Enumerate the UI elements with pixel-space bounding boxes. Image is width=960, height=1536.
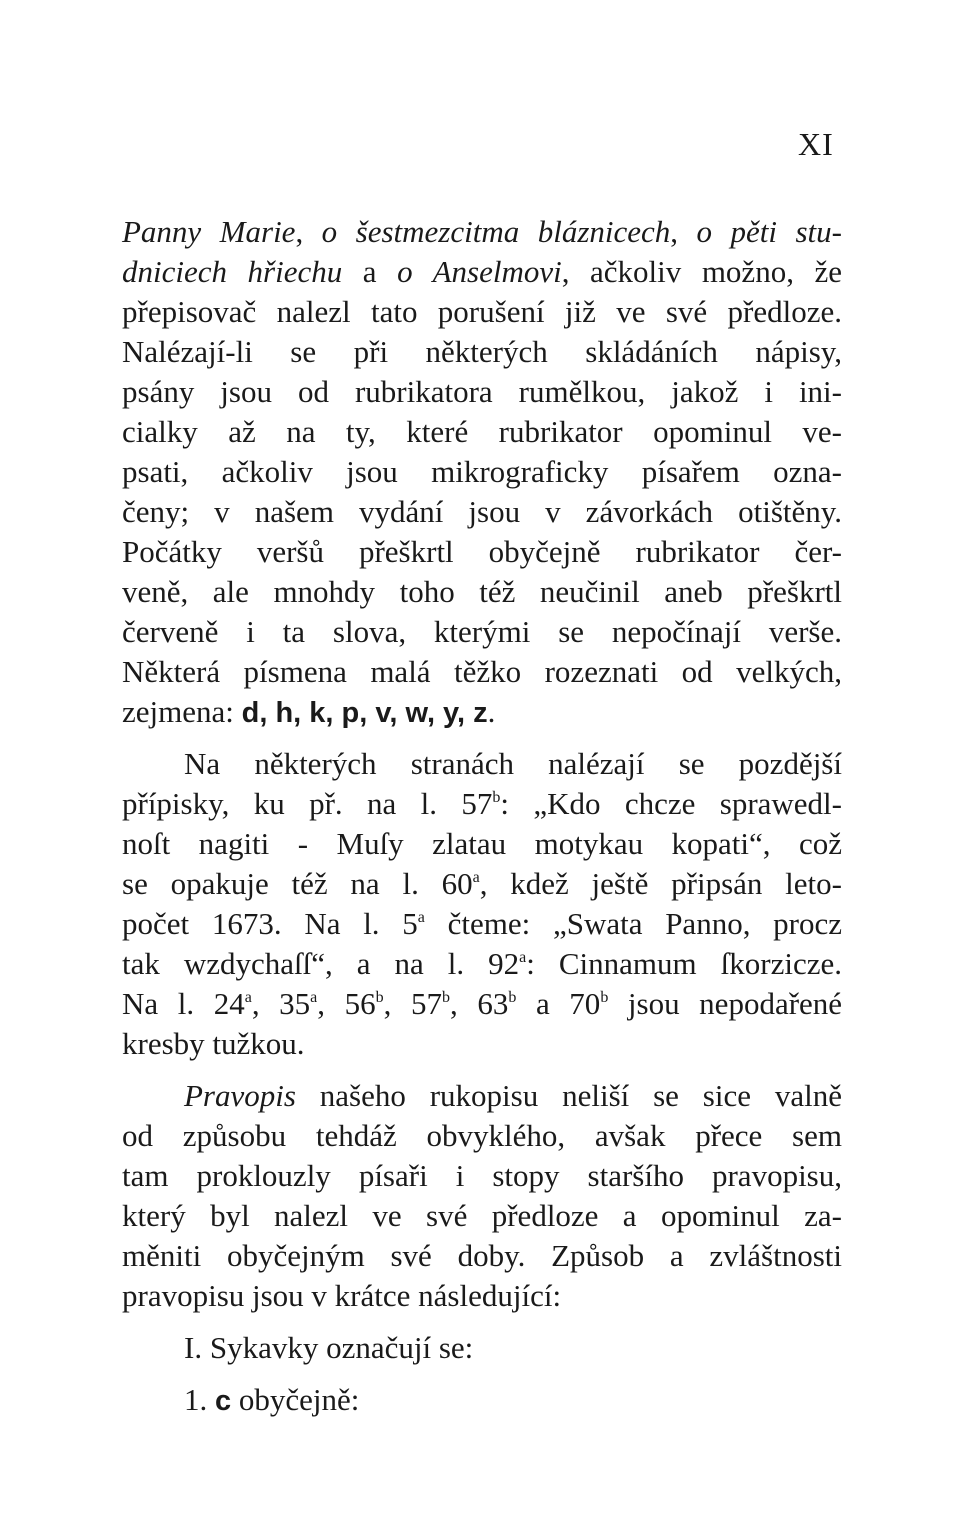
text-line: přípisky, ku př. na l. 57$^b$: „Kdo chcze sprawedl-: [122, 786, 842, 821]
text-line: Některá písmena malá těžko rozeznati od velkých,: [122, 654, 842, 689]
text-line: cialky až na ty, které rubrikator opominul ve-: [122, 414, 842, 449]
text-line: Na l. 24$^a$, 35$^a$, 56$^b$, 57$^b$, 63$^b$ a 70$^b$ jsou nepodařené: [122, 986, 843, 1021]
page-number: XI: [798, 126, 834, 162]
text-line: který byl nalezl ve své předloze a opominul za-: [122, 1198, 842, 1233]
letter-examples: d, h, k, p, v, w, y, z: [241, 697, 488, 729]
list-item: 1. c obyčejně:: [184, 1382, 360, 1417]
text-line: Pravopis našeho rukopisu neliší se sice valně: [184, 1078, 842, 1113]
text-line: pravopisu jsou v krátce následující:: [122, 1278, 562, 1313]
text-line: Nalézají-li se při některých skládáních nápisy,: [122, 334, 842, 369]
text-line: přepisovač nalezl tato porušení již ve své předloze.: [122, 294, 842, 329]
text-line: Panny Marie, o šestmezcitma bláznicech, o pěti stu-: [122, 214, 842, 249]
text-line: počet 1673. Na l. 5$^a$ čteme: „Swata Panno, procz: [122, 906, 842, 941]
text-line: se opakuje též na l. 60$^a$, kdež ještě připsán leto-: [122, 866, 842, 901]
text-line: od způsobu tehdáž obvyklého, avšak přece sem: [122, 1118, 842, 1153]
text-line: psány jsou od rubrikatora rumělkou, jakož i ini-: [122, 374, 842, 409]
text-line: Počátky veršů přeškrtl obyčejně rubrikator čer-: [122, 534, 842, 569]
list-item: I. Sykavky označují se:: [184, 1330, 474, 1365]
text-line: tam proklouzly písaři i stopy staršího pravopisu,: [122, 1158, 842, 1193]
text-line: čeny; v našem vydání jsou v závorkách otištěny.: [122, 494, 842, 529]
text-line: psati, ačkoliv jsou mikrograficky písařem ozna-: [122, 454, 842, 489]
text-line: měniti obyčejným své doby. Způsob a zvláštnosti: [122, 1238, 842, 1273]
text-line: zejmena: d, h, k, p, v, w, y, z.: [122, 694, 496, 729]
text-line: červeně i ta slova, kterými se nepočínají verše.: [122, 614, 842, 649]
text-line: Na některých stranách nalézají se pozdější: [184, 746, 842, 781]
text-line: dniciech hřiechu a o Anselmovi, ačkoliv možno, že: [122, 254, 843, 289]
text-line: kresby tužkou.: [122, 1026, 305, 1061]
text-line: tak wzdychaſſ“, a na l. 92$^a$: Cinnamum ſkorzicze.: [122, 946, 842, 981]
text-line: veně, ale mnohdy toho též neučinil aneb přeškrtl: [122, 574, 842, 609]
text-line: noſt nagiti - Muſy zlatau motykau kopati“, což: [122, 826, 842, 861]
